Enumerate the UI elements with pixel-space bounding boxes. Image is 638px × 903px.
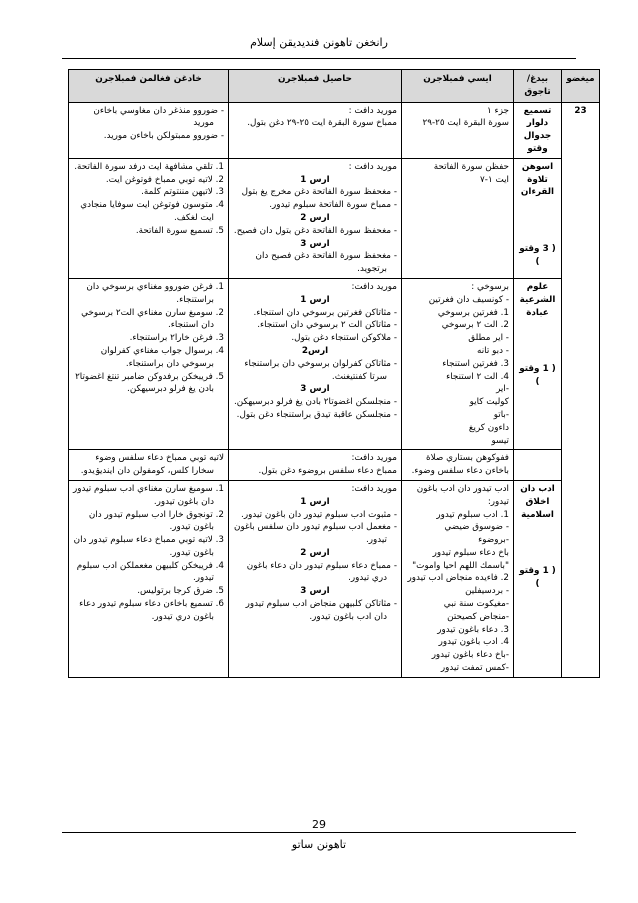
activity-cell	[229, 450, 402, 481]
content-line: -باخ دعاء باغون تيدور	[431, 650, 509, 661]
activity-line: ارس 1	[300, 496, 330, 507]
value-line: 1. فرغن ضوروو مغناءي برسوخي دان براستنجاء.	[86, 281, 224, 305]
content-line: 1. فغرتين برسوخي	[437, 307, 509, 318]
activity-line: ارس 2	[300, 547, 330, 558]
content-cell	[402, 102, 514, 158]
activity-cell	[229, 480, 402, 677]
value-line: - ضوروو منذغر دان مغاوسي باخاءن موريد	[93, 105, 224, 129]
standard-label: الشرعية	[519, 294, 556, 305]
value-line: 5. ضرق كرجا برتوليس.	[137, 586, 224, 597]
table-row	[69, 450, 600, 481]
table-row	[69, 480, 600, 677]
content-line: - اير مطلق	[468, 333, 509, 344]
standard-label: علوم	[526, 281, 549, 292]
activity-line: - منجلسكن اغضوتا٢ بادن يغ فرلو دبرسيهكن.	[234, 397, 397, 408]
lesson-plan-table	[68, 69, 600, 678]
activity-line: - مغحفظ سورة الفاتحة دغن بتول دان فصيح.	[233, 225, 397, 236]
activity-line: ارس 3	[300, 586, 330, 597]
table-row	[69, 278, 600, 449]
activity-line: ارس 1	[300, 294, 330, 305]
content-line: ايت ١-٧	[480, 174, 509, 185]
content-line: - دبو تانه	[477, 345, 509, 356]
standard-label: ادب دان	[520, 483, 555, 494]
standard-label: اسوهن	[521, 161, 554, 172]
value-line: 2. تونجوق خارا ادب سبلوم تيدور دان باغون تيدور.	[88, 509, 224, 533]
activity-line: موريد دافت:	[351, 281, 397, 292]
content-line: -منجاض كصيحتن	[447, 611, 509, 622]
standard-label: القرءان	[520, 187, 555, 198]
activity-line: موريد دافت:	[351, 453, 397, 464]
activity-line: - منجلسكن عاقبة تيدق براستنجاء دغن بتول.	[236, 409, 397, 420]
time-allocation: ( 1 وقتو )	[519, 566, 556, 590]
header-value: خادغن فغالمن فمبلاجرن	[69, 70, 229, 103]
standard-cell	[514, 158, 562, 278]
table-header-row	[69, 70, 600, 103]
content-line: تيسو	[491, 435, 509, 446]
standard-cell	[514, 480, 562, 677]
standard-label: تسميع	[523, 105, 552, 116]
activity-line: ممباخ سورة البقرة ايت ٢٥-٢٩ دغن بتول.	[247, 118, 397, 129]
content-line: ففوكوهن بستاري صلاة	[426, 453, 509, 464]
header-standard: بيدغ/تاجوق	[514, 70, 562, 103]
activity-line: ارس2	[301, 345, 329, 356]
content-line: -مغيكوت سنة نبي	[443, 599, 509, 610]
activity-line: ارس 1	[300, 174, 330, 185]
content-line: 2. الت ٢ برسوخي	[441, 320, 509, 331]
content-line: داءون كريغ	[468, 422, 509, 433]
standard-label: دلوار	[526, 118, 549, 129]
activity-cell	[229, 278, 402, 449]
value-line: 4. فريبخكن كلبيهن مغعملكن ادب سبلوم تيدور.	[76, 560, 224, 584]
content-line: كوليت كايو	[469, 397, 509, 408]
table-row	[69, 158, 600, 278]
standard-label: تلاوة	[527, 174, 548, 185]
standard-label: اسلامية	[521, 509, 554, 520]
value-line: 3. فرغن خارا٢ براستنجاء.	[129, 333, 224, 344]
header-week: ميغضو	[562, 70, 600, 103]
content-line: 1. ادب سبلوم تيدور	[436, 509, 509, 520]
page-number: 29	[312, 818, 326, 831]
value-line: 2. لاتيه توبي ممباخ فوتوغن ايت.	[105, 174, 224, 185]
standard-cell	[514, 450, 562, 481]
activity-line: ممباخ دعاء سلفس بروضوء دغن بتول.	[258, 466, 397, 477]
value-line: 2. سومبغ سارن مغناءي الت٢ برسوخي دان استنجاء.	[81, 307, 224, 331]
activity-line: ارس 2	[300, 212, 330, 223]
content-line: برسوخي :	[471, 281, 509, 292]
footer-rule	[62, 832, 576, 833]
activity-line: - مغحفظ سورة الفاتحة دغن فصيح دان برتجويد.	[255, 251, 397, 275]
content-line: "باسمك اللهم احيا واموت"	[412, 560, 509, 571]
page-footer: تاهونن ساتو	[291, 838, 347, 851]
header-rule	[62, 58, 576, 59]
standard-cell	[514, 102, 562, 158]
value-line: 4. متوسون فوتوغن ايت سوفايا منجادي ايت لغكف.	[80, 200, 224, 223]
activity-line: - مثاتاكن فغرتين برسوخي دان استنجاء.	[253, 307, 397, 318]
content-line: 3. فغرتين استنجاء	[442, 358, 509, 369]
value-line: 1. تلقي مشافهة ايت درفد سورة الفاتحة.	[74, 161, 224, 172]
activity-line: - مغعمل ادب سبلوم تيدور دان سلفس باغون تيدور.	[234, 522, 397, 546]
standard-cell	[514, 278, 562, 449]
content-cell	[402, 158, 514, 278]
week-number: 23	[562, 102, 600, 677]
value-cell	[69, 158, 229, 278]
header-activity: حاصيل فمبلاجرن	[229, 70, 402, 103]
activity-cell	[229, 158, 402, 278]
value-line: - ضوروو ممبتولكن باخاءن موريد.	[103, 131, 224, 142]
value-line: 3. لاتيه توبي ممباخ دعاء سبلوم تيدور دان باغون تيدور.	[73, 535, 224, 558]
content-line: جزء ١	[487, 105, 509, 116]
standard-label: اخلاق	[525, 496, 550, 507]
value-cell	[69, 480, 229, 677]
content-line: 2. فاءيده منجاض ادب تيدور	[407, 573, 509, 584]
standard-label: جدوال وقتو	[523, 131, 552, 154]
time-allocation: ( 1 وقتو )	[519, 364, 556, 388]
content-line: - ضوسوق ضيضي	[444, 522, 509, 533]
value-line: لاتيه توبي ممباخ دعاء سلفس وضوء سخارا كلس، كومفولن دان اينديۏيدو.	[80, 453, 224, 477]
content-line: سورة البقرة ايت ٢٥-٢٩	[422, 118, 509, 129]
activity-line: موريد دافت :	[348, 105, 397, 116]
content-line: -باتو	[493, 409, 509, 420]
value-line: 5. فريبخكن برفدوكن ضامبر تنتغ اغضوتا٢ بادن يغ فرلو دبرسيهكن.	[75, 371, 224, 395]
activity-line: - ممباخ دعاء سبلوم تيدور دان دعاء باغون دري تيدور.	[246, 560, 397, 584]
activity-line: - مغحفظ سورة الفاتحة دغن مخرج يغ بتول	[241, 187, 397, 198]
content-cell	[402, 450, 514, 481]
value-line: 1. سومبغ سارن مغناءي ادب سبلوم تيدور دان باغون تيدور.	[72, 483, 224, 507]
content-line: -بروضوء	[478, 535, 509, 546]
value-cell	[69, 102, 229, 158]
activity-line: - مثاتاكن الت ٢ برسوخي دان استنجاء.	[257, 320, 397, 331]
activity-line: - مثبوت ادب سبلوم تيدور دان باغون تيدور.	[241, 509, 397, 520]
page-header: رانخغن تاهونن فنديديقن إسلام	[250, 36, 388, 49]
value-cell	[69, 278, 229, 449]
content-line: باخ دعاء سبلوم تيدور	[432, 547, 509, 558]
content-line: 4. ادب باغون تيدور	[438, 637, 509, 648]
activity-line: موريد دافت :	[348, 161, 397, 172]
activity-line: موريد دافت:	[351, 483, 397, 494]
activity-cell	[229, 102, 402, 158]
content-line: -اير	[496, 384, 509, 395]
activity-line: ارس 3	[300, 384, 330, 395]
activity-line: - ممباخ سورة الفاتحة سبلوم تيدور.	[269, 200, 397, 211]
table-row	[69, 102, 600, 158]
content-line: تيدور:	[487, 496, 509, 507]
content-line: حفظن سورة الفاتحة	[433, 161, 509, 172]
header-content: ايسي فمبلاجرن	[402, 70, 514, 103]
content-cell	[402, 278, 514, 449]
activity-line: - مثاتاكن كلبيهن منجاض ادب سبلوم تيدور دان ادب باغون تيدور.	[245, 599, 397, 622]
content-line: باخاءن دعاء سلفس وضوء.	[411, 466, 509, 477]
value-line: 4. برسوال جواب مغناءي كفرلوان برسوخي دان براستنجاء.	[100, 345, 224, 369]
content-line: -كمس تمفت تيدور	[440, 663, 509, 674]
content-cell	[402, 480, 514, 677]
content-line: - كونسيف دان فغرتين	[428, 294, 509, 305]
content-line: - بردسيفلين	[465, 586, 509, 597]
value-cell	[69, 450, 229, 481]
standard-label: عبادة	[526, 307, 549, 318]
activity-line: ارس 3	[300, 238, 330, 249]
content-line: ادب تيدور دان ادب باغون	[416, 483, 509, 494]
time-allocation: ( 3 وقتو )	[519, 244, 556, 267]
activity-line: - مثاتاكن كفرلوان برسوخي دان براستنجاء سرتا كفنتيغنث.	[244, 358, 397, 382]
value-line: 3. لاتيهن مننتوتم كلمة.	[141, 187, 224, 198]
value-line: 6. تسميع باخاءن دعاء سبلوم تيدور دعاء باغون دري تيدور.	[79, 599, 224, 622]
content-line: 3. دعاء باغون تيدور	[437, 624, 509, 635]
value-line: 5. تسميع سورة الفاتحة.	[135, 225, 224, 236]
content-line: 4. الت ٢ استنجاء	[446, 371, 509, 382]
activity-line: - ملاكوكن استنجاء دغن بتول.	[291, 333, 397, 344]
